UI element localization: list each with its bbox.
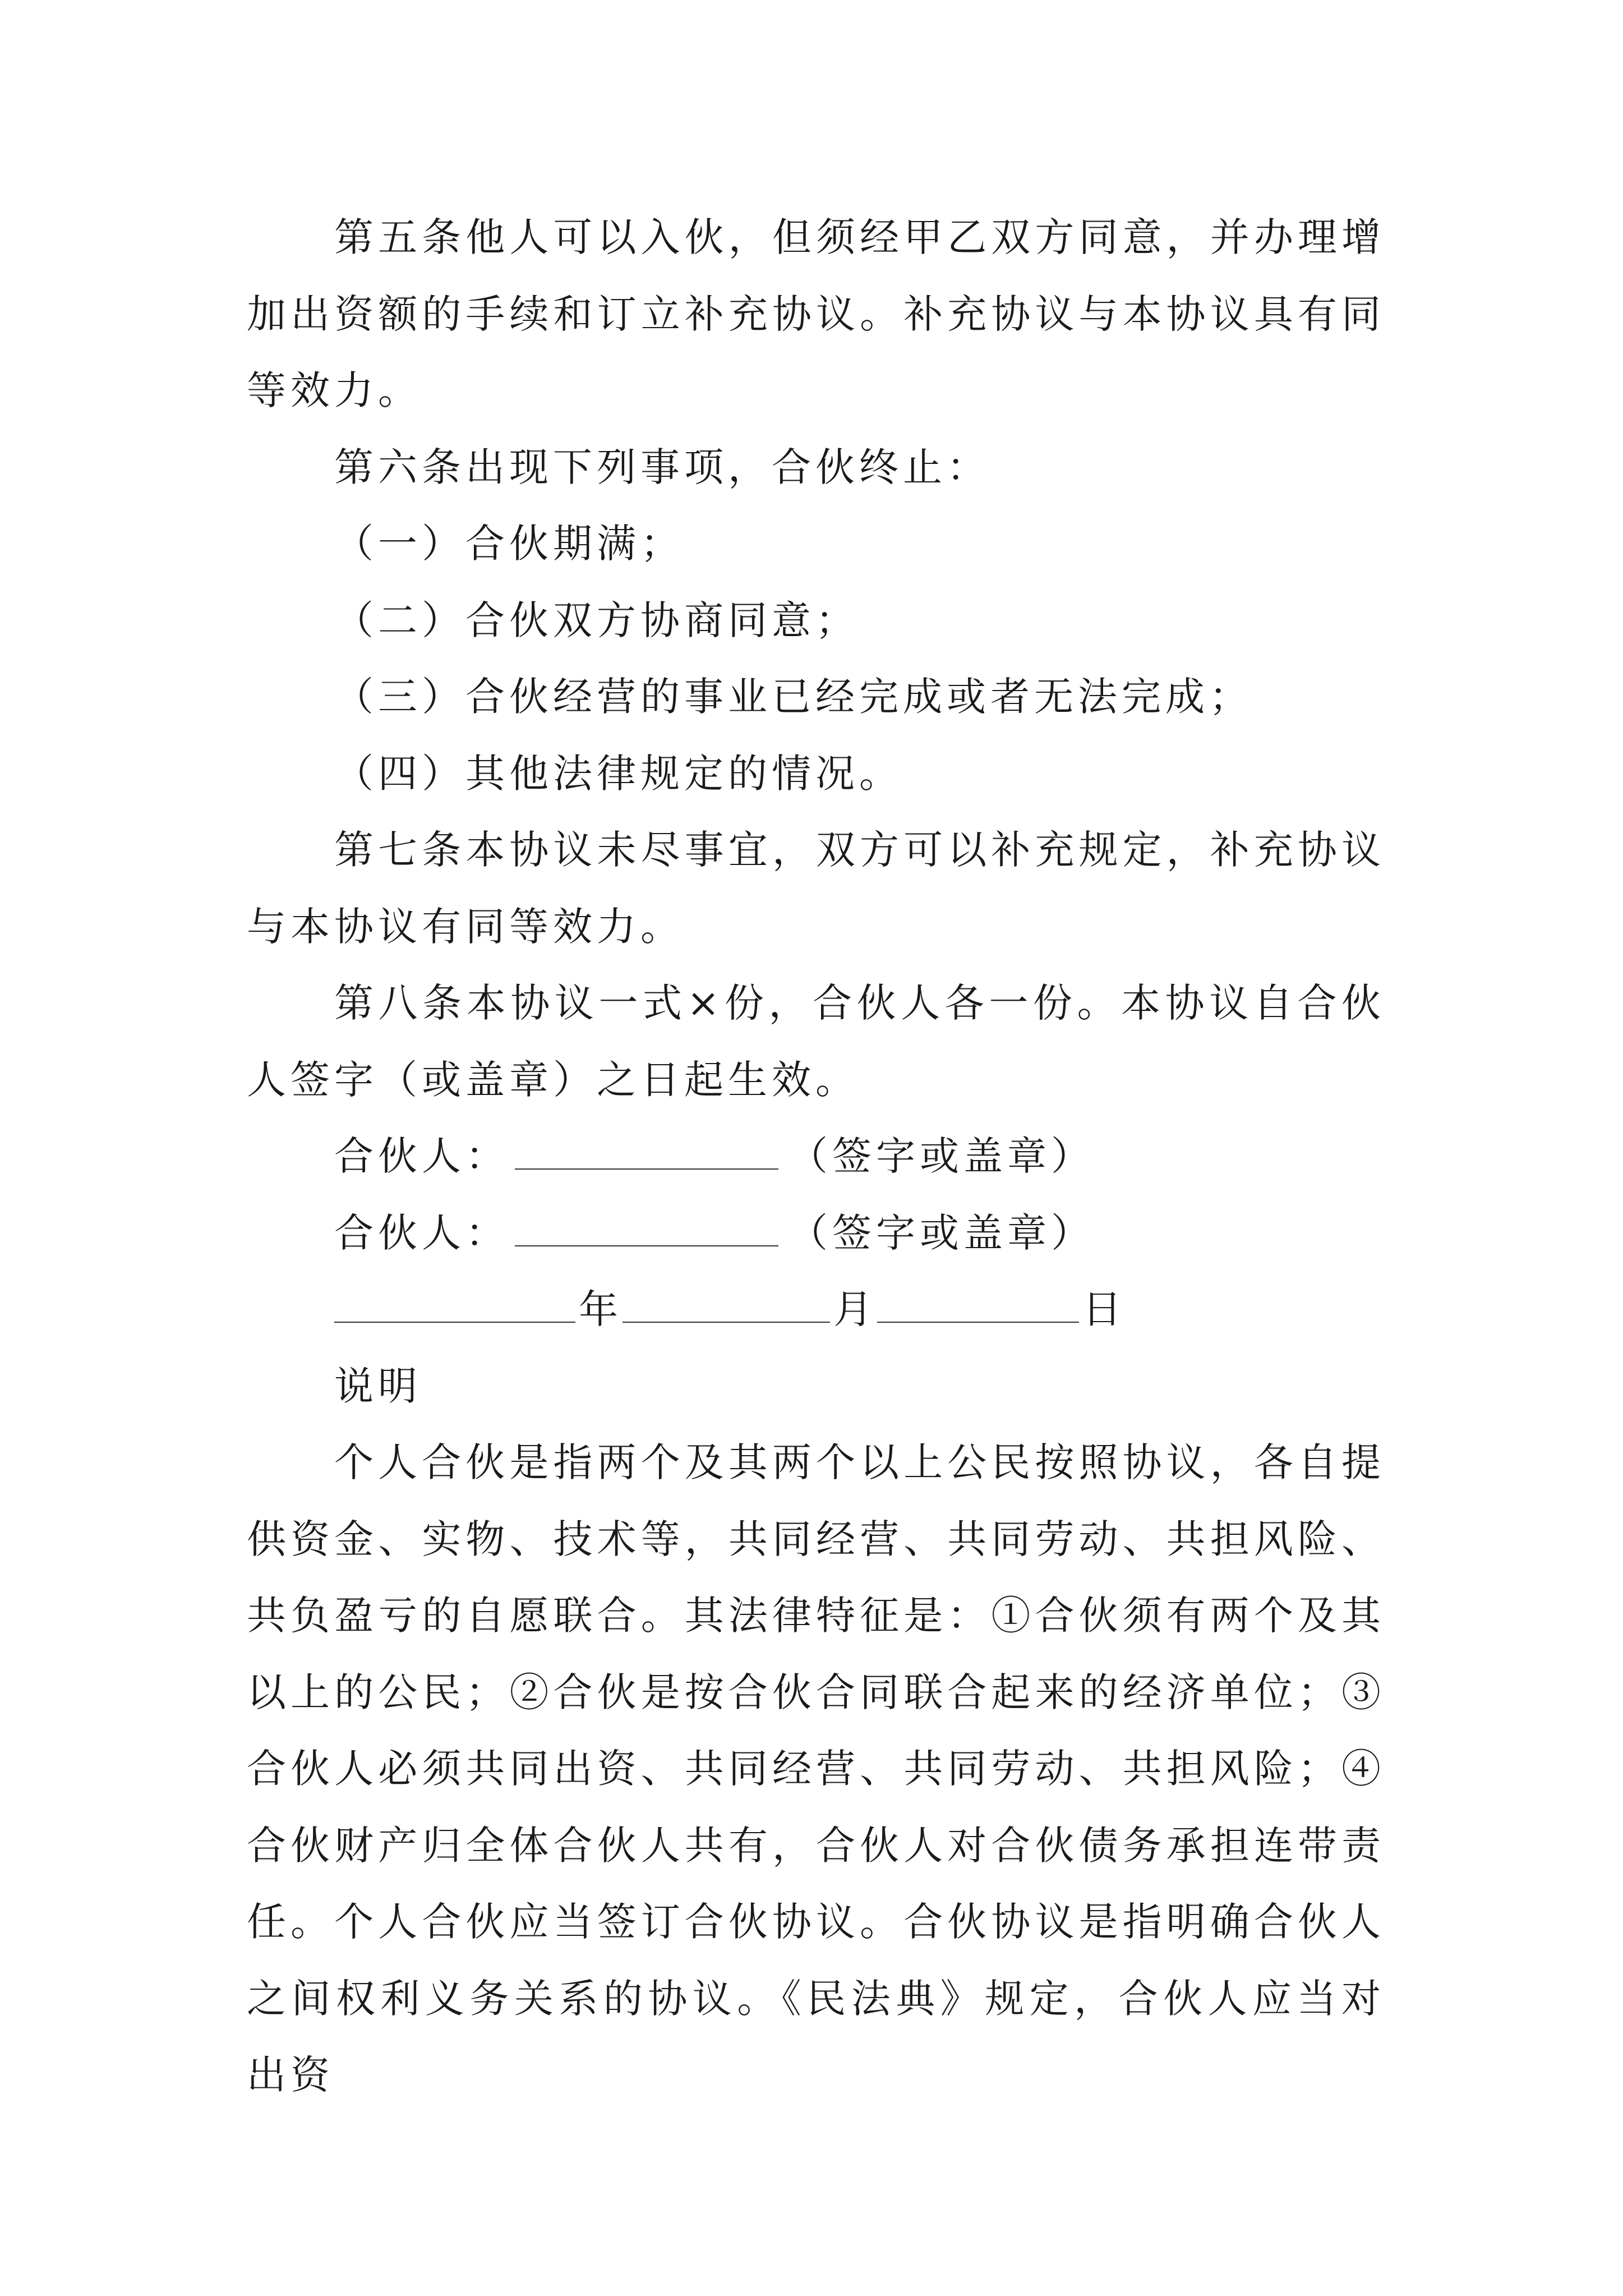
signature-blank[interactable] [515, 1137, 778, 1170]
explanation-body: 个人合伙是指两个及其两个以上公民按照协议，各自提供资金、实物、技术等，共同经营、共同劳动、共担风险、共负盈亏的自愿联合。其法律特征是：①合伙须有两个及其以上的公民；②合伙是按合伙合同联合起来的经济单位；③合伙人必须共同出资、共同经营、共同劳动、共担风险；④合伙财产归全体合伙人共有，合伙人对合伙债务承担连带责任。个人合伙应当签订合伙协议。合伙协议是指明确合伙人之间权利义务关系的协议。《民法典》规定，合伙人应当对出资 [247, 1439, 1385, 2098]
year-label: 年 [579, 1286, 623, 1332]
partner-signature-line-1 [247, 1118, 1385, 1195]
termination-item-1: （一）合伙期满； [334, 521, 684, 567]
article-8: 第八条本协议一式×份，合伙人各一份。本协议自合伙人签字（或盖章）之日起生效。 [247, 980, 1385, 1103]
article-5: 第五条他人可以入伙，但须经甲乙双方同意，并办理增加出资额的手续和订立补充协议。补充协议与本协议具有同等效力。 [247, 214, 1385, 413]
document-body [247, 199, 1385, 2114]
termination-item-2: （二）合伙双方协商同意； [334, 597, 859, 643]
explanation-heading: 说明 [334, 1363, 422, 1409]
month-blank[interactable] [623, 1290, 830, 1323]
day-label: 日 [1082, 1286, 1126, 1332]
termination-item-3: （三）合伙经营的事业已经完成或者无法完成； [334, 674, 1253, 720]
partner-label: 合伙人： [334, 1133, 509, 1179]
article-7: 第七条本协议未尽事宜，双方可以补充规定，补充协议与本协议有同等效力。 [247, 827, 1385, 950]
signature-blank[interactable] [515, 1214, 778, 1246]
partner-signature-line-2 [247, 1195, 1385, 1272]
day-blank[interactable] [877, 1290, 1079, 1323]
year-blank[interactable] [334, 1290, 575, 1323]
month-label: 月 [833, 1286, 877, 1332]
signature-note: （签字或盖章） [789, 1133, 1095, 1179]
date-line [247, 1271, 1385, 1348]
signature-note: （签字或盖章） [789, 1209, 1095, 1256]
article-6: 第六条出现下列事项，合伙终止： [334, 444, 990, 490]
termination-item-4: （四）其他法律规定的情况。 [334, 750, 903, 797]
partner-label: 合伙人： [334, 1209, 509, 1256]
